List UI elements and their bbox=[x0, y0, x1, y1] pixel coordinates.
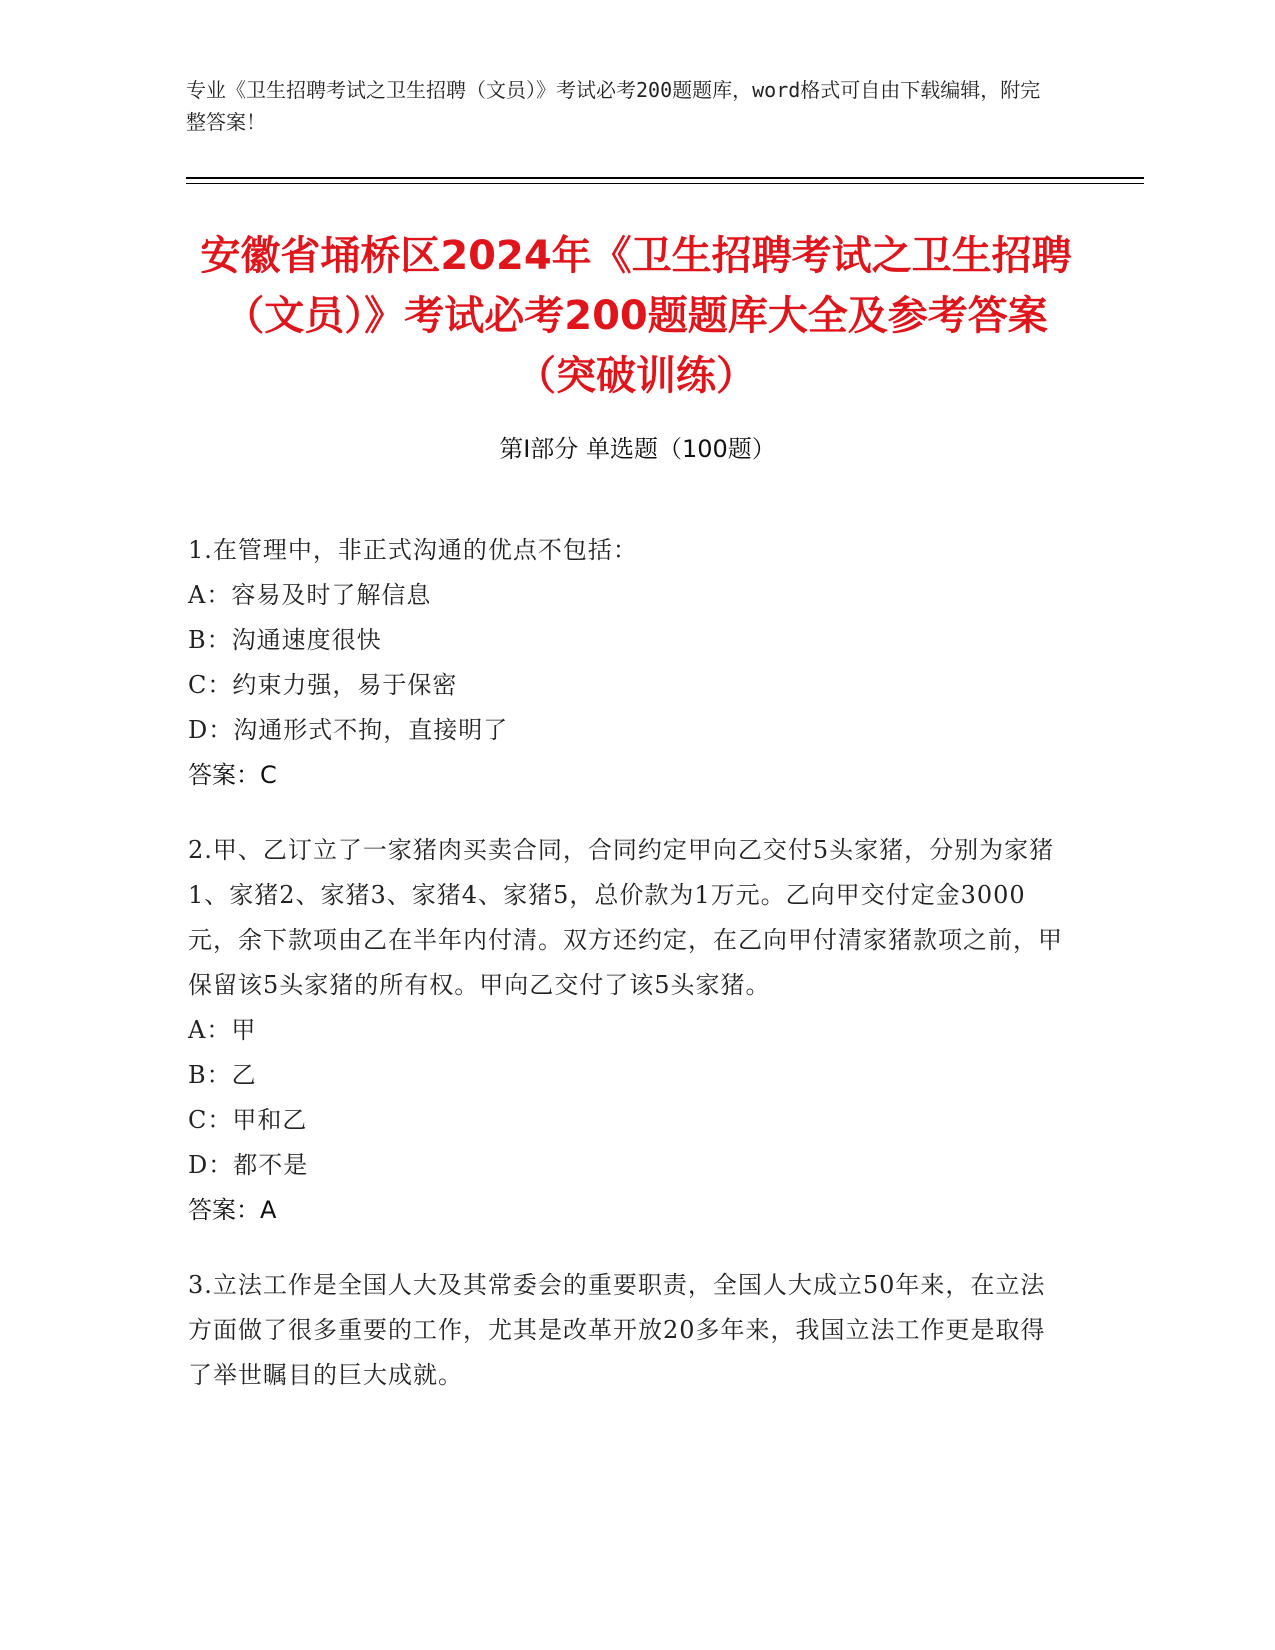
option-b: B：沟通速度很快 bbox=[188, 626, 382, 654]
question-item bbox=[188, 1263, 1068, 1398]
question-stem: 3.立法工作是全国人大及其常委会的重要职责，全国人大成立50年来，在立法方面做了很多重要的工作，尤其是改革开放20多年来，我国立法工作更是取得了举世瞩目的巨大成就。 bbox=[188, 1271, 1046, 1389]
header-divider-thin bbox=[186, 183, 1144, 184]
option-a: A：容易及时了解信息 bbox=[188, 581, 432, 609]
question-stem: 1.在管理中，非正式沟通的优点不包括： bbox=[188, 536, 638, 564]
header-note: 专业《卫生招聘考试之卫生招聘（文员）》考试必考200题题库，word格式可自由下载编辑，附完整答案！ bbox=[186, 78, 1041, 134]
section-heading: 第Ⅰ部分 单选题（100题） bbox=[499, 435, 776, 463]
option-c: C：甲和乙 bbox=[188, 1106, 308, 1134]
option-b: B：乙 bbox=[188, 1061, 257, 1089]
option-c: C：约束力强，易于保密 bbox=[188, 671, 458, 699]
document-title: 安徽省埇桥区2024年《卫生招聘考试之卫生招聘（文员）》考试必考200题题库大全及参考答案（突破训练） bbox=[200, 233, 1072, 399]
option-a: A：甲 bbox=[188, 1016, 257, 1044]
question-item bbox=[188, 528, 1068, 798]
question-item bbox=[188, 828, 1068, 1233]
option-d: D：沟通形式不拘，直接明了 bbox=[188, 716, 509, 744]
question-list bbox=[188, 528, 1068, 1428]
header-divider-thick bbox=[186, 177, 1144, 179]
answer-line: 答案：C bbox=[188, 761, 277, 789]
answer-line: 答案：A bbox=[188, 1196, 277, 1224]
question-stem: 2.甲、乙订立了一家猪肉买卖合同，合同约定甲向乙交付5头家猪，分别为家猪1、家猪2、家猪3、家猪4、家猪5，总价款为1万元。乙向甲交付定金3000元，余下款项由乙在半年内付清。双方还约定，在乙向甲付清家猪款项之前，甲保留该5头家猪的所有权。甲向乙交付了该5头家猪。 bbox=[188, 836, 1063, 999]
option-d: D：都不是 bbox=[188, 1151, 309, 1179]
